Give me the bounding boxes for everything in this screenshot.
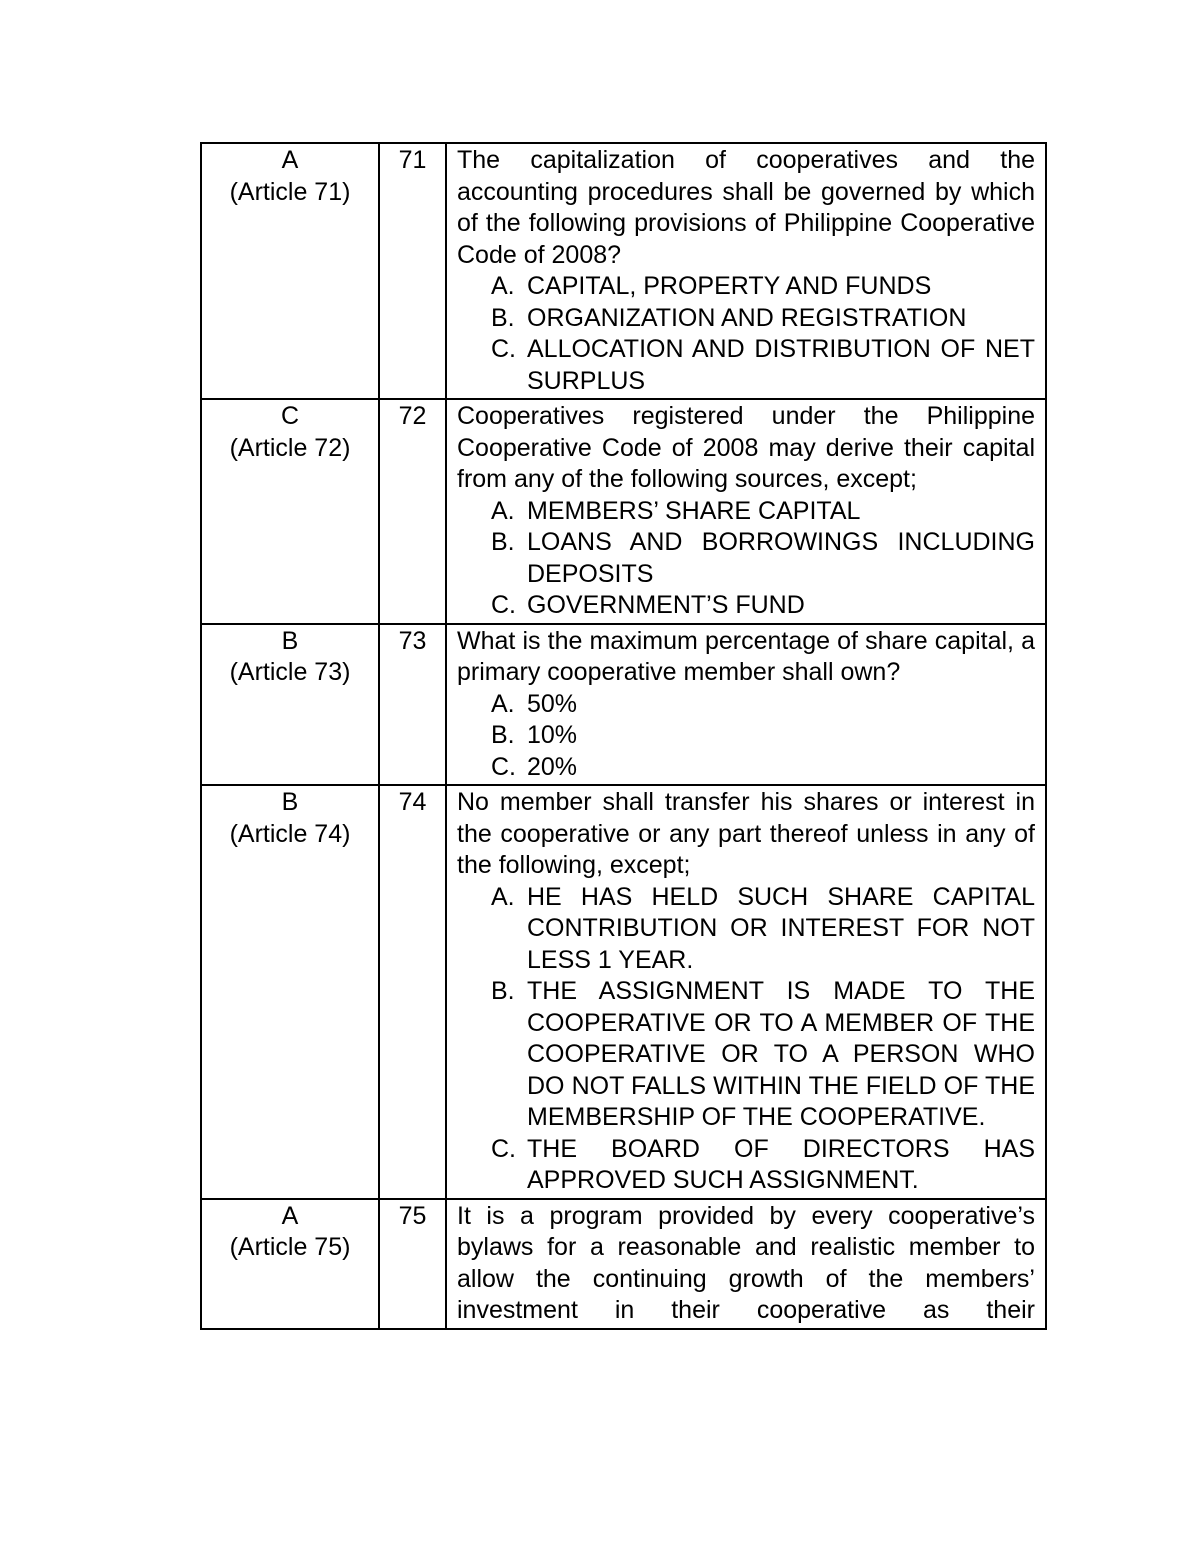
option-letter: C. [491,752,516,781]
option-text: HE HAS HELD SUCH SHARE CAPITAL CONTRIBUTION OR INTEREST FOR NOT LESS 1 YEAR. [527,882,1035,974]
answer-cell [201,624,379,786]
question-text: No member shall transfer his shares or interest in the cooperative or any part thereof unless in any of the following, except; [457,788,1035,879]
option-letter: A. [491,689,515,718]
question-text: What is the maximum percentage of share capital, a primary cooperative member shall own? [457,626,1035,686]
question-cell [446,624,1046,786]
option-list [457,271,1035,397]
option-letter: A. [491,496,515,525]
option-letter: A. [491,882,515,911]
question-number: 71 [379,143,446,399]
option-item [457,590,1035,622]
option-letter: B. [491,977,515,1005]
option-item [457,720,1035,752]
question-number: 73 [379,624,446,786]
option-letter: C. [491,1134,516,1163]
option-text: CAPITAL, PROPERTY AND FUNDS [527,272,932,300]
option-letter: B. [491,303,515,332]
question-number: 72 [379,399,446,624]
table-row [201,399,1046,624]
answer-letter: B [281,626,299,655]
question-cell [446,785,1046,1199]
question-cell [446,1199,1046,1329]
question-cell [446,399,1046,624]
option-item [457,303,1035,335]
answer-cell [201,143,379,399]
option-list [457,689,1035,784]
option-text: 20% [527,752,578,781]
option-item [457,1134,1035,1197]
table-row [201,143,1046,399]
answer-letter: C [280,402,300,430]
question-text: It is a program provided by every cooperative’s bylaws for a reasonable and realistic member to allow the continuing growth of the members’ investment in their cooperative as their [457,1201,1035,1324]
answer-cell [201,1199,379,1329]
option-item [457,527,1035,590]
answer-cell [201,785,379,1199]
option-item [457,976,1035,1134]
table-row [201,785,1046,1199]
option-item [457,689,1035,721]
option-text: GOVERNMENT’S FUND [527,591,805,619]
option-letter: C. [491,335,516,363]
option-letter: C. [491,591,516,619]
question-number: 75 [379,1199,446,1329]
option-letter: A. [491,272,515,300]
question-text: The capitalization of cooperatives and the accounting procedures shall be governed by which of the following provisions of Philippine Cooperative Code of 2008? [457,146,1035,269]
article-reference: (Article 75) [229,1233,351,1261]
option-text: 10% [527,721,578,749]
option-item [457,334,1035,397]
option-text: LOANS AND BORROWINGS INCLUDING DEPOSITS [527,528,1035,588]
article-reference: (Article 71) [229,177,351,206]
option-letter: B. [491,528,515,556]
article-reference: (Article 74) [229,819,351,848]
answer-letter: B [281,788,299,816]
option-item [457,271,1035,303]
option-letter: B. [491,721,515,749]
answer-letter: A [281,1201,299,1230]
option-item [457,882,1035,977]
option-text: 50% [527,689,578,718]
option-item [457,752,1035,784]
option-item [457,496,1035,528]
option-text: THE BOARD OF DIRECTORS HAS APPROVED SUCH ASSIGNMENT. [527,1134,1035,1194]
article-reference: (Article 73) [229,658,351,686]
option-text: MEMBERS’ SHARE CAPITAL [527,496,861,525]
question-table [200,142,1047,1330]
option-text: THE ASSIGNMENT IS MADE TO THE COOPERATIVE OR TO A MEMBER OF THE COOPERATIVE OR TO A PERSON WHO DO NOT FALLS WITHIN THE FIELD OF THE MEMBERSHIP OF THE COOPERATIVE. [527,977,1035,1131]
question-text: Cooperatives registered under the Philippine Cooperative Code of 2008 may derive their capital from any of the following sources, except; [457,402,1035,493]
answer-cell [201,399,379,624]
table-row [201,1199,1046,1329]
question-cell [446,143,1046,399]
option-list [457,496,1035,622]
option-text: ORGANIZATION AND REGISTRATION [527,303,967,332]
question-number: 74 [379,785,446,1199]
table-row [201,624,1046,786]
option-text: ALLOCATION AND DISTRIBUTION OF NET SURPLUS [527,335,1035,395]
option-list [457,882,1035,1197]
article-reference: (Article 72) [229,433,351,462]
answer-letter: A [281,146,299,174]
